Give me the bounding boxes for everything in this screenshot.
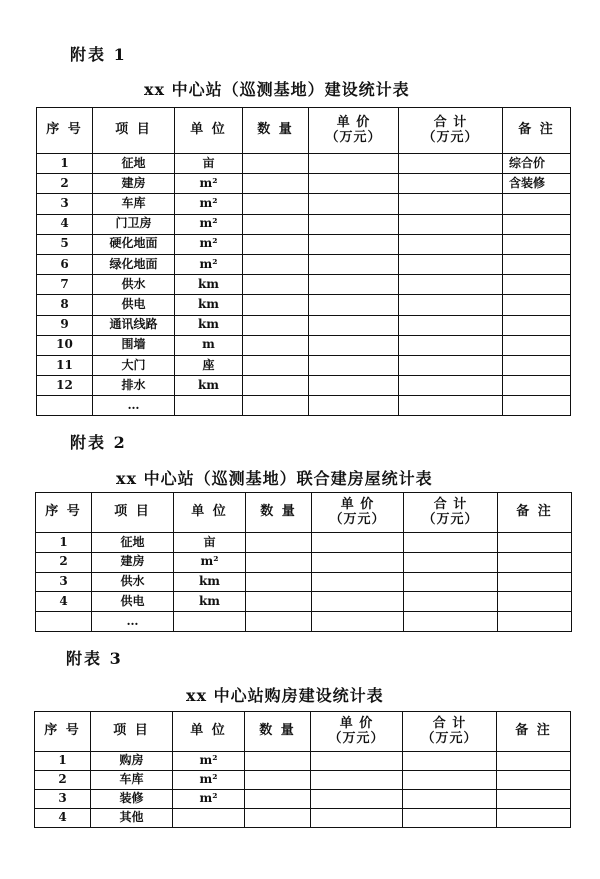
cell-unit-price: [309, 234, 399, 254]
cell-seq-no: 7: [37, 275, 93, 295]
cell-item: 门卫房: [93, 214, 175, 234]
cell-remark: [503, 234, 571, 254]
header-total: 合 计 （万元）: [399, 108, 503, 154]
cell-item: …: [92, 612, 174, 632]
cell-total: [399, 376, 503, 396]
cell-unit: m²: [173, 790, 245, 809]
cell-unit-price: [311, 771, 403, 790]
stats-table-3: [34, 711, 571, 828]
table-row: [35, 752, 571, 771]
table-row: [37, 275, 571, 295]
cell-unit: 亩: [174, 533, 246, 553]
cell-unit: km: [174, 592, 246, 612]
cell-unit-price: [312, 552, 404, 572]
annex-label-3: 附表 3: [66, 649, 123, 668]
header-row: [35, 712, 571, 752]
cell-item: 供水: [93, 275, 175, 295]
table-row: [35, 790, 571, 809]
cell-quantity: [243, 275, 309, 295]
table-row: [37, 355, 571, 375]
cell-item: 供电: [93, 295, 175, 315]
cell-total: [399, 275, 503, 295]
cell-unit-price: [309, 154, 399, 174]
cell-seq-no: 1: [35, 752, 91, 771]
cell-seq-no: 6: [37, 254, 93, 274]
cell-total: [404, 612, 498, 632]
cell-quantity: [243, 214, 309, 234]
cell-total: [399, 335, 503, 355]
table-title-1: xx 中心站（巡测基地）建设统计表: [144, 80, 410, 99]
cell-unit: m²: [175, 194, 243, 214]
cell-unit-price: [309, 315, 399, 335]
cell-quantity: [243, 234, 309, 254]
cell-quantity: [245, 790, 311, 809]
cell-remark: [498, 533, 572, 553]
cell-seq-no: 3: [37, 194, 93, 214]
cell-unit-price: [312, 612, 404, 632]
cell-item: 硬化地面: [93, 234, 175, 254]
cell-unit-price: [312, 572, 404, 592]
cell-quantity: [243, 355, 309, 375]
cell-unit: [175, 396, 243, 416]
header-remark: 备 注: [498, 493, 572, 533]
cell-total: [399, 254, 503, 274]
table-row: [37, 194, 571, 214]
cell-unit: m²: [175, 234, 243, 254]
cell-remark: [503, 275, 571, 295]
cell-unit-price: [309, 194, 399, 214]
table-row: [35, 771, 571, 790]
header-quantity: 数 量: [245, 712, 311, 752]
header-unit-price: 单 价 （万元）: [309, 108, 399, 154]
cell-item: 围墙: [93, 335, 175, 355]
header-unit: 单 位: [174, 493, 246, 533]
cell-quantity: [245, 752, 311, 771]
table-row: [35, 809, 571, 828]
table-row: [37, 234, 571, 254]
stats-table-1: [36, 107, 571, 416]
table-row: [37, 154, 571, 174]
cell-seq-no: 2: [35, 771, 91, 790]
cell-unit: 座: [175, 355, 243, 375]
header-row: [37, 108, 571, 154]
cell-total: [403, 809, 497, 828]
cell-unit: m²: [173, 752, 245, 771]
cell-seq-no: [37, 396, 93, 416]
cell-remark: [498, 592, 572, 612]
table-row: [37, 335, 571, 355]
cell-remark: [498, 612, 572, 632]
cell-quantity: [243, 396, 309, 416]
cell-seq-no: 1: [37, 154, 93, 174]
cell-total: [404, 572, 498, 592]
cell-item: 车库: [93, 194, 175, 214]
cell-unit-price: [309, 295, 399, 315]
cell-unit-price: [309, 275, 399, 295]
table-row: [37, 174, 571, 194]
cell-quantity: [246, 552, 312, 572]
header-row: [36, 493, 572, 533]
cell-total: [399, 315, 503, 335]
cell-item: 供水: [92, 572, 174, 592]
cell-seq-no: [36, 612, 92, 632]
table-row: [36, 612, 572, 632]
cell-remark: [498, 552, 572, 572]
cell-unit-price: [311, 790, 403, 809]
cell-total: [403, 752, 497, 771]
cell-item: 征地: [93, 154, 175, 174]
cell-unit-price: [311, 809, 403, 828]
cell-unit: km: [174, 572, 246, 592]
cell-seq-no: 1: [36, 533, 92, 553]
table-row: [36, 533, 572, 553]
cell-remark: [503, 335, 571, 355]
cell-item: 车库: [91, 771, 173, 790]
cell-seq-no: 8: [37, 295, 93, 315]
cell-quantity: [243, 154, 309, 174]
header-unit: 单 位: [175, 108, 243, 154]
cell-unit: km: [175, 275, 243, 295]
header-total: 合 计 （万元）: [403, 712, 497, 752]
cell-quantity: [243, 295, 309, 315]
table-row: [37, 315, 571, 335]
table-row: [37, 376, 571, 396]
header-quantity: 数 量: [246, 493, 312, 533]
cell-quantity: [246, 612, 312, 632]
cell-seq-no: 4: [37, 214, 93, 234]
cell-total: [404, 592, 498, 612]
cell-item: 装修: [91, 790, 173, 809]
cell-unit-price: [312, 533, 404, 553]
cell-total: [399, 194, 503, 214]
cell-remark: [503, 295, 571, 315]
header-total: 合 计 （万元）: [404, 493, 498, 533]
cell-unit: [174, 612, 246, 632]
cell-item: 征地: [92, 533, 174, 553]
cell-unit: [173, 809, 245, 828]
cell-unit-price: [309, 355, 399, 375]
cell-quantity: [246, 572, 312, 592]
cell-item: 其他: [91, 809, 173, 828]
cell-item: 建房: [92, 552, 174, 572]
cell-quantity: [245, 771, 311, 790]
cell-remark: [503, 376, 571, 396]
cell-unit: m²: [173, 771, 245, 790]
header-unit-price: 单 价 （万元）: [311, 712, 403, 752]
table-row: [36, 592, 572, 612]
cell-seq-no: 2: [36, 552, 92, 572]
cell-seq-no: 3: [36, 572, 92, 592]
cell-unit-price: [309, 214, 399, 234]
cell-unit: km: [175, 295, 243, 315]
table-row: [37, 396, 571, 416]
table-row: [37, 254, 571, 274]
cell-unit: 亩: [175, 154, 243, 174]
cell-remark: [503, 214, 571, 234]
cell-remark: [503, 194, 571, 214]
cell-total: [399, 214, 503, 234]
cell-seq-no: 3: [35, 790, 91, 809]
cell-unit-price: [309, 335, 399, 355]
cell-total: [399, 174, 503, 194]
cell-unit: m²: [175, 254, 243, 274]
cell-quantity: [246, 592, 312, 612]
cell-remark: 综合价: [503, 154, 571, 174]
cell-total: [399, 295, 503, 315]
cell-unit: m²: [175, 214, 243, 234]
table-title-3: xx 中心站购房建设统计表: [186, 686, 384, 705]
cell-unit-price: [312, 592, 404, 612]
header-seq-no: 序 号: [35, 712, 91, 752]
cell-unit-price: [309, 254, 399, 274]
cell-total: [404, 533, 498, 553]
cell-seq-no: 4: [35, 809, 91, 828]
cell-quantity: [243, 335, 309, 355]
cell-seq-no: 4: [36, 592, 92, 612]
header-remark: 备 注: [503, 108, 571, 154]
header-quantity: 数 量: [243, 108, 309, 154]
cell-unit: m²: [174, 552, 246, 572]
cell-unit-price: [309, 174, 399, 194]
cell-remark: [503, 396, 571, 416]
cell-unit-price: [309, 396, 399, 416]
table-title-2: xx 中心站（巡测基地）联合建房屋统计表: [116, 469, 433, 488]
cell-item: …: [93, 396, 175, 416]
cell-seq-no: 10: [37, 335, 93, 355]
cell-item: 绿化地面: [93, 254, 175, 274]
cell-quantity: [245, 809, 311, 828]
cell-remark: [497, 790, 571, 809]
cell-item: 通讯线路: [93, 315, 175, 335]
cell-total: [399, 154, 503, 174]
header-item: 项 目: [92, 493, 174, 533]
cell-remark: [497, 752, 571, 771]
cell-unit: km: [175, 315, 243, 335]
cell-remark: 含装修: [503, 174, 571, 194]
header-item: 项 目: [91, 712, 173, 752]
cell-quantity: [246, 533, 312, 553]
cell-unit-price: [311, 752, 403, 771]
cell-remark: [503, 355, 571, 375]
cell-seq-no: 2: [37, 174, 93, 194]
cell-total: [399, 234, 503, 254]
cell-unit-price: [309, 376, 399, 396]
cell-item: 排水: [93, 376, 175, 396]
cell-seq-no: 5: [37, 234, 93, 254]
cell-quantity: [243, 315, 309, 335]
header-seq-no: 序 号: [37, 108, 93, 154]
table-row: [36, 552, 572, 572]
cell-total: [399, 396, 503, 416]
cell-remark: [497, 809, 571, 828]
header-remark: 备 注: [497, 712, 571, 752]
table-row: [37, 214, 571, 234]
header-seq-no: 序 号: [36, 493, 92, 533]
cell-unit: m: [175, 335, 243, 355]
annex-label-1: 附表 1: [70, 45, 127, 64]
table-row: [36, 572, 572, 592]
annex-label-2: 附表 2: [70, 433, 127, 452]
cell-total: [403, 790, 497, 809]
cell-item: 建房: [93, 174, 175, 194]
cell-item: 购房: [91, 752, 173, 771]
table-row: [37, 295, 571, 315]
cell-remark: [503, 254, 571, 274]
cell-seq-no: 11: [37, 355, 93, 375]
cell-quantity: [243, 376, 309, 396]
cell-total: [403, 771, 497, 790]
stats-table-2: [35, 492, 572, 632]
header-unit: 单 位: [173, 712, 245, 752]
header-item: 项 目: [93, 108, 175, 154]
cell-seq-no: 9: [37, 315, 93, 335]
cell-total: [404, 552, 498, 572]
cell-item: 大门: [93, 355, 175, 375]
cell-quantity: [243, 194, 309, 214]
cell-item: 供电: [92, 592, 174, 612]
cell-remark: [498, 572, 572, 592]
header-unit-price: 单 价 （万元）: [312, 493, 404, 533]
cell-quantity: [243, 254, 309, 274]
cell-remark: [503, 315, 571, 335]
cell-unit: km: [175, 376, 243, 396]
cell-seq-no: 12: [37, 376, 93, 396]
cell-unit: m²: [175, 174, 243, 194]
cell-quantity: [243, 174, 309, 194]
cell-total: [399, 355, 503, 375]
cell-remark: [497, 771, 571, 790]
